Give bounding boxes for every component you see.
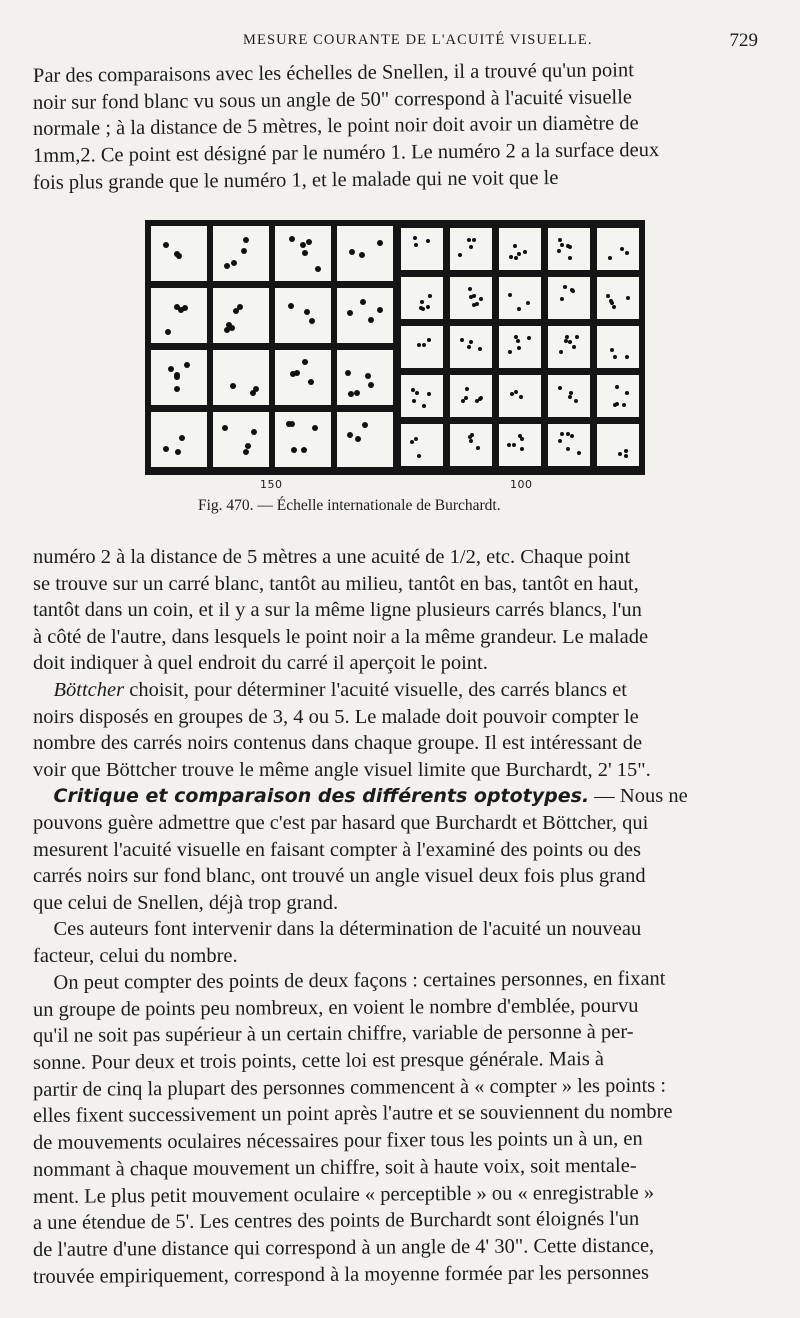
scale-label-100: 100 [510,478,533,491]
chart-dot [563,285,567,289]
chart-dot [365,373,371,379]
text-line: 1mm,2. Ce point est désigné par le numéro 1. Le numéro 2 a la surface deux [32,139,660,168]
chart-dot [241,248,247,254]
chart-square [275,226,331,281]
chart-dot [510,392,514,396]
chart-dot [568,256,572,260]
text-line: ment. Le plus petit mouvement oculaire « perceptible » ou « enregistrable » [32,1181,655,1208]
chart-square [450,277,492,319]
chart-square [499,326,541,368]
text-line: de l'autre d'une distance qui correspond à un angle de 4' 30". Cette distance, [32,1234,655,1261]
text-line: un groupe de points peu nombreux, en voient le nombre d'emblée, pourvu [32,994,639,1021]
chart-square [401,375,443,417]
chart-dot [508,293,512,297]
text-line: que celui de Snellen, déjà trop grand. [33,891,339,914]
chart-dot [558,439,562,443]
chart-dot [184,362,190,368]
text-line: de mouvements oculaires nécessaires pour fixer tous les points un à un, en [32,1127,643,1155]
text-line: numéro 2 à la distance de 5 mètres a une acuité de 1/2, etc. Chaque point [33,546,631,568]
chart-dot [560,297,564,301]
chart-dot [472,238,476,242]
chart-square [450,228,492,270]
chart-dot [560,243,564,247]
chart-dot [426,305,430,309]
chart-dot [253,386,259,392]
figure-caption: Fig. 470. — Échelle internationale de Burchardt. [198,497,501,514]
chart-dot [520,447,524,451]
chart-square [337,412,393,467]
chart-square [213,350,269,405]
chart-dot [243,237,249,243]
chart-dot [414,437,418,441]
chart-dot [413,236,417,240]
chart-dot [417,454,421,458]
chart-dot [415,391,419,395]
chart-dot [302,250,308,256]
chart-dot [626,296,630,300]
chart-dot [507,443,511,447]
chart-dot [368,382,374,388]
chart-square [548,326,590,368]
chart-dot [479,396,483,400]
chart-dot [517,252,521,256]
chart-dot [559,350,563,354]
chart-square [275,412,331,467]
chart-dot [465,387,469,391]
paragraph-compter [32,967,763,1290]
chart-square [213,412,269,467]
chart-dot [461,399,465,403]
chart-dot [568,340,572,344]
chart-square [499,424,541,466]
chart-square [548,424,590,466]
chart-dot [613,355,617,359]
chart-dot [476,446,480,450]
chart-square [151,226,207,281]
chart-dot [610,348,614,352]
text-line: tantôt dans un coin, et il y a sur la même ligne plusieurs carrés blancs, l'un [33,599,642,622]
chart-dot [300,242,306,248]
chart-square [597,228,639,270]
chart-dot [625,391,629,395]
chart-square [213,226,269,281]
text-line: fois plus grande que le numéro 1, et le malade qui ne voit que le [32,166,559,194]
chart-dot [251,429,257,435]
chart-dot [165,329,171,335]
chart-square [499,277,541,319]
text-line: normale ; à la distance de 5 mètres, le point noir doit avoir un diamètre de [32,112,639,141]
chart-dot [290,371,296,377]
chart-dot [568,395,572,399]
chart-square [499,375,541,417]
chart-dot [427,392,431,396]
running-title: MESURE COURANTE DE L'ACUITÉ VISUELLE. [243,32,593,48]
chart-square [450,326,492,368]
chart-dot [412,399,416,403]
chart-square [401,326,443,368]
chart-dot [469,245,473,249]
chart-dot [347,432,353,438]
chart-dot [564,339,568,343]
text-line: qu'il ne soit pas supérieur à un certain chiffre, variable de personne à per- [32,1021,634,1048]
chart-square [499,228,541,270]
chart-dot [312,425,318,431]
text-line: voir que Böttcher trouve le même angle visuel limite que Burchardt, 2' 15". [33,758,651,781]
chart-dot [569,391,573,395]
chart-dot [237,304,243,310]
chart-dot [309,318,315,324]
text-line: nommant à chaque mouvement un chiffre, soit à haute voix, soit mentale- [32,1154,637,1181]
chart-dot [460,338,464,342]
chart-dot [304,309,310,315]
chart-dot [479,297,483,301]
chart-dot [475,399,479,403]
chart-dot [523,250,527,254]
chart-dot [414,243,418,247]
chart-dot [517,346,521,350]
chart-dot [377,240,383,246]
chart-dot [302,359,308,365]
chart-dot [174,372,180,378]
chart-dot [469,439,473,443]
chart-square [151,288,207,343]
chart-dot [513,244,517,248]
chart-dot [558,386,562,390]
chart-dot [509,255,513,259]
chart-dot [178,307,184,313]
chart-square [548,277,590,319]
text-line: trouvée empiriquement, correspond à la moyenne formée par les personnes [32,1261,649,1288]
chart-dot [377,307,383,313]
chart-dot [612,305,616,309]
chart-dot [577,451,581,455]
chart-dot [347,310,353,316]
chart-square [213,288,269,343]
chart-dot [174,386,180,392]
chart-dot [625,355,629,359]
chart-square [597,277,639,319]
chart-square [337,226,393,281]
text-line: mesurent l'acuité visuelle en faisant compter à l'examiné des points ou des [33,838,641,861]
chart-dot [558,238,562,242]
chart-square [548,228,590,270]
chart-dot [243,449,249,455]
chart-dot [421,307,425,311]
chart-dot [566,447,570,451]
chart-dot [362,422,368,428]
chart-square [450,424,492,466]
text-line: Critique et comparaison des différents optotypes. — Nous ne [53,785,688,808]
chart-dot [174,251,180,257]
scale-label-150: 150 [260,478,283,491]
chart-dot [467,345,471,349]
chart-dot [288,303,294,309]
chart-dot [514,390,518,394]
burchardt-chart-figure [145,220,645,475]
chart-dot [355,436,361,442]
chart-dot [557,249,561,253]
chart-dot [615,385,619,389]
chart-square [151,412,207,467]
chart-dot [224,263,230,269]
chart-dot [618,452,622,456]
text-line: doit indiquer à quel endroit du carré il aperçoit le point. [33,652,488,675]
chart-dot [508,350,512,354]
chart-dot [422,343,426,347]
chart-dot [620,247,624,251]
chart-dot [306,239,312,245]
text-line: noir sur fond blanc vu sous un angle de 50" correspond à l'acuité visuelle [32,85,633,114]
text-line: facteur, celui du nombre. [33,944,238,967]
chart-dot [478,347,482,351]
chart-dot [417,343,421,347]
chart-dot [624,449,628,453]
chart-dot [222,425,228,431]
chart-dot [291,447,297,453]
chart-dot [572,345,576,349]
chart-square [337,288,393,343]
chart-dot [571,289,575,293]
chart-dot [570,434,574,438]
chart-dot [231,260,237,266]
text-line: Böttcher choisit, pour déterminer l'acuité visuelle, des carrés blancs et [53,678,628,701]
chart-dot [168,366,174,372]
chart-square [597,375,639,417]
paragraph-intro [32,59,763,196]
chart-dot [519,395,523,399]
chart-square [151,350,207,405]
body-text [33,544,765,970]
chart-dot [179,435,185,441]
chart-dot [469,340,473,344]
text-line: noirs disposés en groupes de 3, 4 ou 5. Le malade doit pouvoir compter le [33,705,639,728]
chart-dot [420,300,424,304]
section-heading: Critique et comparaison des différents optotypes. [53,785,590,808]
chart-square [401,228,443,270]
chart-dot [289,236,295,242]
chart-dot [354,390,360,396]
chart-dot [368,317,374,323]
chart-dot [163,242,169,248]
chart-dot [360,299,366,305]
chart-dot [467,238,471,242]
chart-dot [428,294,432,298]
text-line: a une étendue de 5'. Les centres des points de Burchardt sont éloignés l'un [32,1207,640,1235]
text-line: sonne. Pour deux et trois points, cette loi est presque générale. Mais à [32,1048,605,1075]
text-line: On peut compter des points de deux façons : certaines personnes, en fixant [53,967,666,994]
chart-dot [625,251,629,255]
chart-square [275,288,331,343]
chart-dot [514,256,518,260]
chart-dot [427,338,431,342]
chart-dot [359,252,365,258]
chart-square [275,350,331,405]
text-line: Ces auteurs font intervenir dans la détermination de l'acuité un nouveau [53,918,642,941]
chart-dot [345,370,351,376]
chart-dot [527,336,531,340]
chart-square [401,277,443,319]
chart-dot [286,421,292,427]
text-line: carrés noirs sur fond blanc, ont trouvé un angle visuel deux fois plus grand [33,865,646,888]
chart-dot [575,335,579,339]
chart-dot [622,403,626,407]
chart-dot [526,301,530,305]
chart-dot [574,399,578,403]
text-line: Par des comparaisons avec les échelles de Snellen, il a trouvé qu'un point [32,59,634,87]
chart-dot [163,446,169,452]
chart-dot [230,383,236,389]
chart-dot [422,404,426,408]
chart-dot [468,287,472,291]
chart-dot [426,239,430,243]
chart-dot [560,432,564,436]
chart-dot [517,307,521,311]
text-line: se trouve sur un carré blanc, tantôt au milieu, tantôt en bas, tantôt en haut, [33,572,639,595]
chart-dot [518,434,522,438]
chart-dot [229,325,235,331]
chart-dot [301,447,307,453]
chart-dot [568,245,572,249]
chart-dot [475,302,479,306]
text-line: partir de cinq la plupart des personnes commencent à « compter » les points : [32,1074,667,1101]
text-line: à côté de l'autre, dans lesquels le point noir a la même grandeur. Le malade [33,625,649,648]
chart-dot [606,294,610,298]
chart-square [337,350,393,405]
text-line: pouvons guère admettre que c'est par hasard que Burchardt et Böttcher, qui [33,811,649,834]
chart-dot [615,402,619,406]
page-number: 729 [729,30,758,51]
chart-dot [512,443,516,447]
chart-square [548,375,590,417]
chart-dot [410,440,414,444]
chart-dot [308,379,314,385]
chart-square [401,424,443,466]
chart-dot [175,449,181,455]
chart-dot [608,256,612,260]
chart-dot [349,249,355,255]
text-line: nombre des carrés noirs contenus dans chaque groupe. Il est intéressant de [33,732,643,755]
chart-dot [348,391,354,397]
chart-square [597,326,639,368]
chart-dot [516,339,520,343]
chart-dot [469,295,473,299]
chart-square [597,424,639,466]
chart-dot [315,266,321,272]
chart-dot [458,253,462,257]
text-line: elles fixent successivement un point après l'autre et se souviennent du nombre [32,1100,673,1128]
author-name-bottcher: Böttcher [53,678,125,701]
chart-square [450,375,492,417]
page-header [0,30,800,54]
chart-dot [624,454,628,458]
